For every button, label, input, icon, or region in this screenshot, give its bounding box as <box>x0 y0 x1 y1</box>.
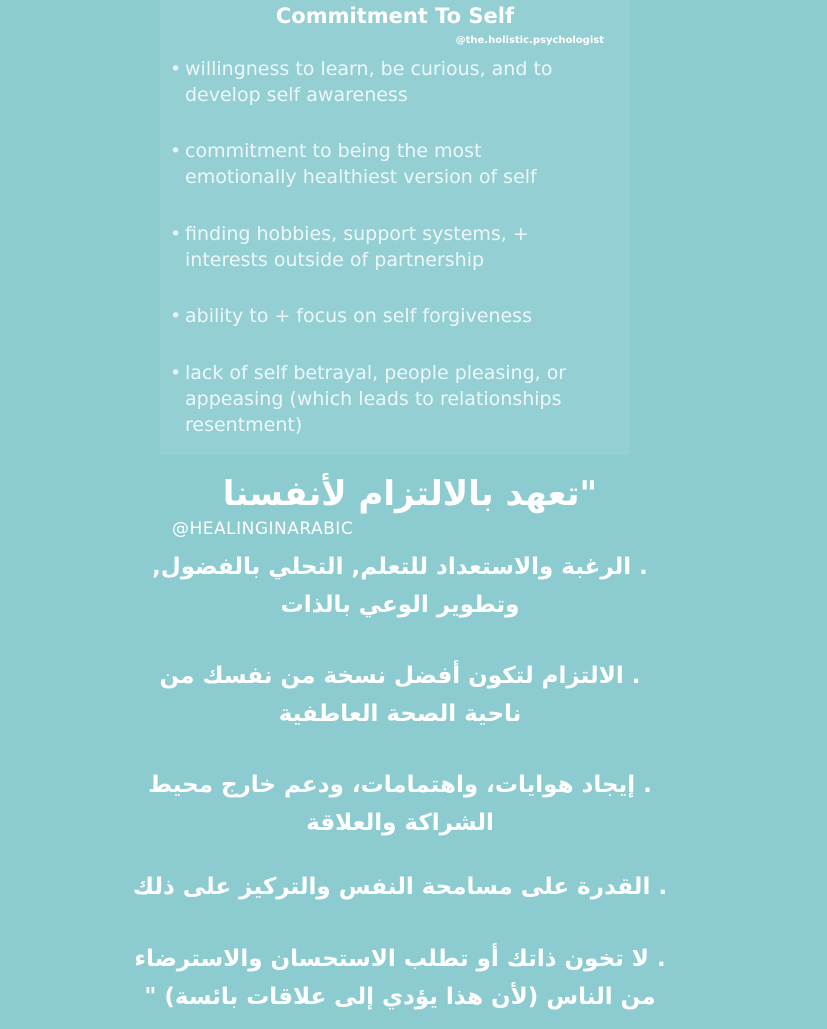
english-list <box>160 0 630 455</box>
arabic-line: . لا تخون ذاتك أو تطلب الاستحسان والاسترضاء <box>134 946 666 972</box>
list-item-text <box>185 138 625 190</box>
list-item-text <box>185 360 625 438</box>
arabic-line: وتطوير الوعي بالذات <box>280 592 520 618</box>
arabic-line: . الرغبة والاستعداد للتعلم, التحلي بالفضول, <box>152 554 648 580</box>
list-item-line: commitment to being the most <box>185 140 482 162</box>
arabic-line: ناحية الصحة العاطفية <box>278 701 522 727</box>
card-title: Commitment To Self <box>275 4 515 28</box>
card-handle: @the.holistic.psychologist <box>455 35 604 46</box>
arabic-list-item <box>100 657 700 733</box>
list-item-line: resentment) <box>185 414 303 436</box>
arabic-handle: @HEALINGINARABIC <box>172 519 354 539</box>
arabic-line: . القدرة على مسامحة النفس والتركيز على ذلك <box>132 874 668 900</box>
bullet-icon: • <box>170 140 182 162</box>
english-card <box>160 0 630 455</box>
list-item-line: finding hobbies, support systems, + <box>185 223 529 245</box>
arabic-list-item <box>100 548 700 624</box>
bullet-icon: • <box>170 305 182 327</box>
list-item-line: lack of self betrayal, people pleasing, or <box>185 362 567 384</box>
list-item-line: willingness to learn, be curious, and to <box>185 58 553 80</box>
arabic-line: الشراكة والعلاقة <box>306 810 494 836</box>
list-item-text <box>185 303 625 329</box>
arabic-list-item <box>100 766 700 842</box>
arabic-list-item <box>100 940 700 1016</box>
arabic-line: . الالتزام لتكون أفضل نسخة من نفسك من <box>159 663 641 689</box>
bullet-icon: • <box>170 362 182 384</box>
bullet-icon: • <box>170 58 182 80</box>
list-item-text <box>185 56 625 108</box>
bullet-icon: • <box>170 223 182 245</box>
arabic-line: . إيجاد هوايات، واهتمامات، ودعم خارج محيط <box>148 772 652 798</box>
list-item-line: develop self awareness <box>185 84 408 106</box>
list-item-line: appeasing (which leads to relationships <box>185 388 562 410</box>
list-item-text <box>185 221 625 273</box>
arabic-title: "تعهد بالالتزام لأنفسنا <box>222 474 598 514</box>
arabic-line: من الناس (لأن هذا يؤدي إلى علاقات بائسة) " <box>144 984 656 1010</box>
arabic-list-item <box>100 868 700 906</box>
list-item-line: interests outside of partnership <box>185 249 485 271</box>
list-item-line: emotionally healthiest version of self <box>185 166 537 188</box>
list-item-line: ability to + focus on self forgiveness <box>185 305 532 327</box>
